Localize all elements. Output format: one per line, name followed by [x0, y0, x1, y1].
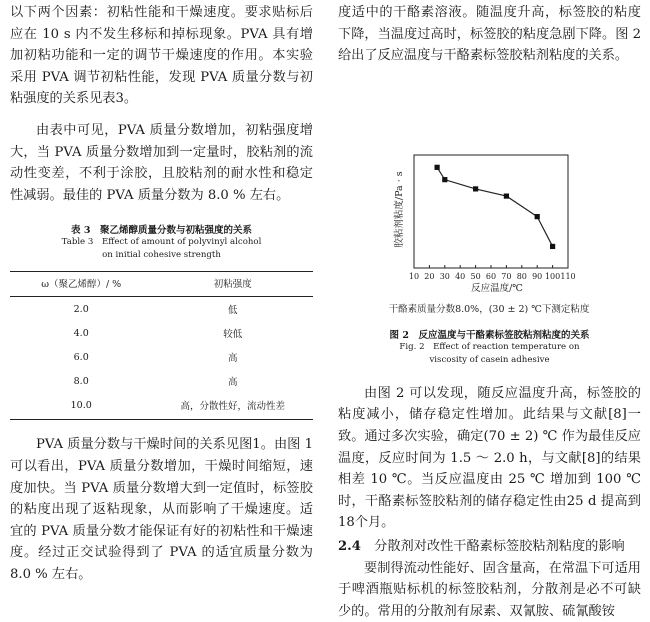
- x-tick-label: 60: [485, 271, 497, 281]
- data-point: [504, 193, 509, 198]
- table-cell-strength: 高: [227, 377, 238, 389]
- figure-2-caption-en-line2: viscosity of casein adhesive: [429, 354, 550, 365]
- table-cell-pva: 4.0: [73, 327, 89, 339]
- table-cell-pva: 10.0: [10, 393, 152, 420]
- table-row: [10, 345, 313, 369]
- data-point: [435, 165, 440, 170]
- series-line: [437, 167, 552, 246]
- viscosity-chart: [338, 67, 641, 327]
- table-3-caption-en-line1: Table 3 Effect of amount of polyvinyl alcohol: [61, 237, 262, 248]
- left-paragraph-3: PVA 质量分数与干燥时间的关系见图1。由图 1 可以看出，PVA 质量分数增加，干燥时间缩短，速度加快。当 PVA 质量分数增大到一定值时，标签胶的粘度出现了返粘现象，从而影响了干燥速度。适宜的 PVA 质量分数才能保证有好的初粘性和干燥速度。经过正交试验得到了 PVA 的适宜质量分数为 8.0 % 左右。: [10, 437, 313, 582]
- data-point: [442, 177, 447, 182]
- table-header-strength: 初粘强度: [152, 272, 313, 297]
- x-tick-label: 110: [560, 271, 576, 281]
- right-paragraph-3: 要制得流动性能好、固含量高，在常温下可适用于啤酒瓶贴标机的标签胶粘剂，分散剂是必不可缺少的。常用的分散剂有尿素、双氰胺、硫氰酸铵: [338, 560, 641, 619]
- table-cell-pva: 2.0: [73, 303, 89, 315]
- figure-2-caption: 图 2 反应温度与干酪素标签胶粘剂粘度的关系: [389, 329, 590, 341]
- section-heading: [338, 536, 641, 558]
- table-cell-strength: 较低: [223, 329, 243, 341]
- table-3-caption-en-line2: on initial cohesive strength: [102, 250, 221, 261]
- x-tick-label: 20: [424, 271, 435, 281]
- x-tick-label: 90: [532, 271, 543, 281]
- x-tick-label: 80: [516, 271, 527, 281]
- right-paragraph-2: 由图 2 可以发现，随反应温度升高，标签胶的粘度减小，储存稳定性增加。此结果与文献[8]一致。通过多次实验，确定(70 ± 2) ℃ 作为最佳反应温度，反应时间为 1.5 ～ 2.0 h，与文献[8]的结果相差 10 ℃。当反应温度由 25 ℃ 增加到 100 ℃ 时，干酪素标签胶粘剂的储存稳定性由25 d 提高到18个月。: [338, 385, 641, 531]
- x-tick-label: 50: [470, 271, 481, 281]
- table-cell-strength: 高，分散性好，流动性差: [152, 393, 313, 420]
- table-row: [10, 393, 313, 420]
- table-cell-strength: 高: [227, 353, 238, 365]
- figure-2: [338, 67, 641, 327]
- table-3-caption: 表 3 聚乙烯醇质量分数与初粘强度的关系: [71, 225, 252, 237]
- figure-2-caption-en-line1: Fig. 2 Effect of reaction temperature on: [399, 341, 580, 352]
- table-header-pva: ω（聚乙烯醇）/ %: [10, 272, 152, 297]
- x-tick-label: 10: [408, 271, 420, 281]
- x-tick-label: 100: [544, 271, 561, 281]
- x-tick-label: 70: [501, 271, 512, 281]
- section-number: 2.4: [338, 538, 361, 554]
- plot-frame: [414, 155, 568, 268]
- right-column: [338, 0, 641, 622]
- figure-2-note: 干酪素质量分数8.0%，(30 ± 2) ℃下测定粘度: [388, 303, 590, 315]
- section-title: 分散剂对改性干酪素标签胶粘剂粘度的影响: [374, 538, 625, 554]
- left-column: [10, 0, 313, 586]
- table-cell-pva: 8.0: [73, 375, 89, 387]
- table-row: [10, 369, 313, 393]
- left-paragraph-1: 以下两个因素：初粘性能和干燥速度。要求贴标后应在 10 s 内不发生移标和掉标现象。PVA 具有增加初粘功能和一定的调节干燥速度的作用。本实验采用 PVA 调节初粘性能，发现 PVA 质量分数与初粘强度的关系见表3。: [10, 5, 313, 107]
- table-row: [10, 321, 313, 345]
- x-axis-label: 反应温度/℃: [471, 282, 523, 294]
- table-3: [10, 271, 313, 420]
- x-tick-label: 40: [455, 271, 466, 281]
- data-point: [473, 186, 478, 191]
- x-tick-label: 30: [439, 271, 450, 281]
- right-paragraph-1: 度适中的干酪素溶液。随温度升高，标签胶的粘度下降，当温度过高时，标签胶的粘度急剧下降。图 2 给出了反应温度与干酪素标签胶粘剂粘度的关系。: [338, 5, 641, 64]
- table-row: [10, 297, 313, 322]
- data-point: [550, 244, 555, 249]
- y-axis-label: 胶粘剂粘度/Pa · s: [394, 171, 405, 248]
- left-paragraph-2: 由表中可见，PVA 质量分数增加，初粘强度增大，当 PVA 质量分数增加到一定量时，胶粘剂的流动性变差，不利于涂胶，且胶粘剂的耐水性和稳定性减弱。最佳的 PVA 质量分数为 8.0 % 左右。: [10, 122, 313, 203]
- table-cell-pva: 6.0: [73, 351, 89, 363]
- table-cell-strength: 低: [227, 305, 238, 317]
- data-point: [535, 214, 540, 219]
